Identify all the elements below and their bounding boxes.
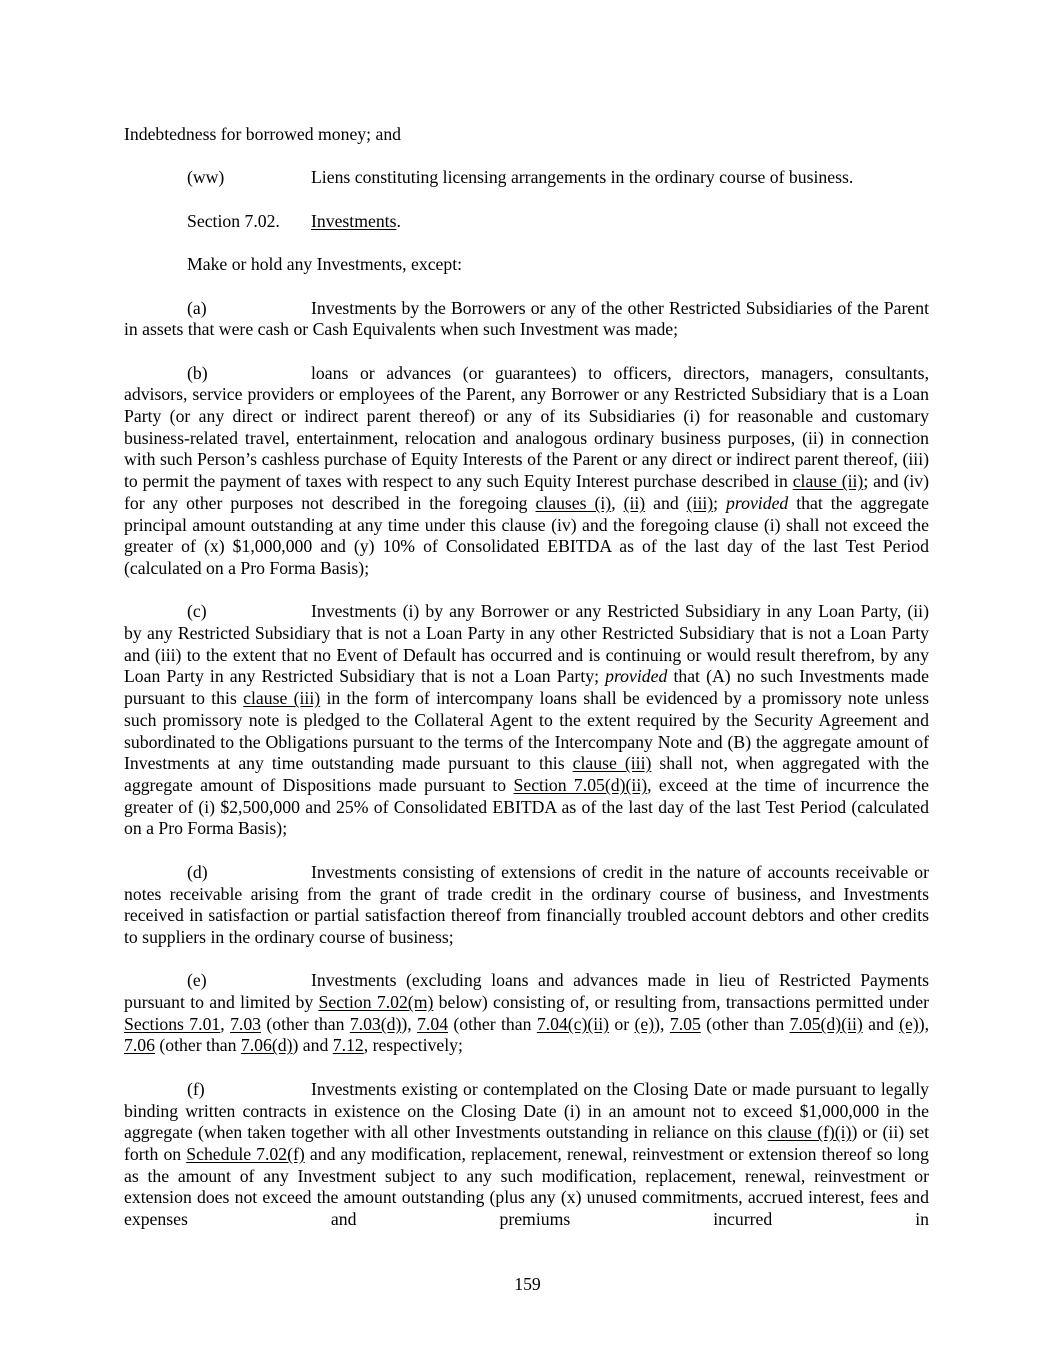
text-run: ; and (iv) for any other purposes not described in the foregoing — [124, 471, 929, 513]
text-run: Investments consisting of extensions of credit in the nature of accounts receivable or notes receivable arising from the grant of trade credit in the ordinary course of business, and Investments received in satisfaction or partial satisfaction thereof from financially troubled account debtors and other credits to suppliers in the ordinary course of business; — [124, 861, 929, 947]
cross-reference: 7.12 — [332, 1035, 364, 1056]
emphasis-text: provided — [726, 492, 789, 513]
cross-reference: 7.04 — [417, 1013, 449, 1034]
text-run: in the form of intercompany loans shall be evidenced by a promissory note unless such promissory note is pledged to the Collateral Agent to the extent required by the Security Agreement and subordinated to the Obligations pursuant to the terms of the Intercompany Note and (B) the aggregate amount of Investments at any time outstanding made pursuant to this — [124, 688, 929, 774]
paragraph-label: (f) — [187, 1078, 205, 1099]
text-run: (other than — [700, 1013, 790, 1034]
cross-reference: (e) — [899, 1013, 919, 1034]
paragraph-c — [124, 601, 929, 840]
cross-reference: 7.03 — [230, 1013, 262, 1034]
paragraph-e — [124, 970, 929, 1057]
paragraph-label: (c) — [187, 601, 207, 622]
paragraph-d — [124, 862, 929, 949]
text-run: Investments existing or contemplated on the Closing Date or made pursuant to legally binding written contracts in existence on the Closing Date (i) in an amount not to exceed $1,000,000 in the aggregate (when taken together with all other Investments outstanding in reliance on this — [124, 1078, 929, 1143]
section-heading-7-02 — [124, 211, 929, 233]
cross-reference: 7.06(d) — [240, 1035, 293, 1056]
cross-reference: 7.06 — [124, 1035, 155, 1056]
cross-reference: 7.04(c)(ii) — [536, 1013, 610, 1034]
cross-reference: clause (iii) — [243, 688, 321, 709]
cross-reference: 7.05 — [669, 1013, 701, 1034]
text-run: ), — [918, 1013, 930, 1034]
paragraph-b — [124, 363, 929, 580]
paragraph-ww — [124, 167, 929, 189]
cross-reference: 7.05(d)(ii) — [789, 1013, 863, 1034]
cross-reference: Section 7.05(d)(ii) — [513, 775, 648, 795]
text-run: and — [645, 492, 687, 513]
text-run: that the aggregate principal amount outstanding at any time under this clause (iv) and the foregoing clause (i) shall not exceed the greater of (x) $1,000,000 and (y) 10% of Consolidated EBITDA as of the last day of the last Test Period (calculated on a Pro Forma Basis); — [124, 492, 929, 578]
text-run: Investments (i) by any Borrower or any Restricted Subsidiary in any Loan Party, (ii) by any Restricted Subsidiary that is not a Loan Party in any other Restricted Subsidiary that is not a Loan Party and (iii) to the extent that no Event of Default has occurred and is continuing or would result therefrom, by any Loan Party in any Restricted Subsidiary that is not a Loan Party; — [124, 601, 929, 687]
text-run: , — [220, 1013, 231, 1034]
text-run: , — [611, 492, 624, 513]
paragraph-indebtedness-continuation — [124, 124, 929, 146]
paragraph-label: Section 7.02. — [187, 210, 280, 231]
cross-reference: Sections 7.01 — [124, 1013, 221, 1034]
text-run: ; — [713, 492, 727, 513]
cross-reference: Investments — [311, 210, 397, 231]
cross-reference: clause (iii) — [572, 753, 652, 774]
text-run: ) or (ii) set forth on — [124, 1122, 930, 1164]
cross-reference: clauses (i) — [535, 492, 612, 513]
cross-reference: (ii) — [623, 492, 646, 513]
paragraph-label: (a) — [187, 297, 207, 318]
cross-reference: (e) — [634, 1013, 655, 1034]
text-run: Indebtedness for borrowed money; and — [124, 124, 402, 144]
text-run: Investments by the Borrowers or any of the other Restricted Subsidiaries of the Parent in assets that were cash or Cash Equivalents when such Investment was made; — [124, 297, 929, 340]
text-run: (other than — [448, 1013, 537, 1034]
paragraph-lead-in — [124, 254, 929, 276]
text-run: that (A) no such Investments made pursuant to this — [124, 666, 929, 709]
text-run: and — [862, 1013, 900, 1034]
text-run: Make or hold any Investments, except: — [187, 254, 463, 275]
text-run: , exceed at the time of incurrence the greater of (i) $2,500,000 and 25% of Consolidated EBITDA as of the last day of the last Test Period (calculated on a Pro Forma Basis); — [124, 775, 929, 839]
text-run: loans or advances (or guarantees) to officers, directors, managers, consultants, advisors, service providers or employees of the Parent, any Borrower or any Restricted Subsidiary that is a Loan Party (or any direct or indirect parent thereof) or any of its Subsidiaries (i) for reasonable and customary business-related travel, entertainment, relocation and analogous ordinary business purposes, (ii) in connection with such Person’s cashless purchase of Equity Interests of the Parent or any direct or indirect parent thereof, (iii) to permit the payment of taxes with respect to any such Equity Interest purchase described in — [124, 362, 929, 492]
text-run: ) and — [292, 1035, 333, 1056]
text-run: . — [396, 210, 401, 231]
paragraph-label: (b) — [187, 362, 208, 383]
page-number: 159 — [514, 1274, 541, 1294]
paragraph-label: (ww) — [187, 167, 225, 188]
paragraph-a — [124, 298, 929, 341]
cross-reference: 7.03(d) — [349, 1013, 402, 1034]
paragraph-label: (d) — [187, 861, 208, 882]
document-body — [124, 124, 929, 1252]
cross-reference: Section 7.02(m) — [318, 992, 434, 1012]
text-run: or — [609, 1013, 635, 1034]
text-run: ), — [654, 1013, 670, 1034]
paragraph-f — [124, 1079, 929, 1231]
text-run: (other than — [261, 1013, 350, 1034]
paragraph-label: (e) — [187, 970, 207, 991]
text-run: shall not, when aggregated with the aggregate amount of Dispositions made pursuant to — [124, 753, 929, 795]
text-run: and any modification, replacement, renewal, reinvestment or extension thereof so long as the amount of any Investment subject to any such modification, replacement, renewal, reinvestment or extension does not exceed the amount outstanding (plus any (x) unused commitments, accrued interest, fees and expenses and premiums incurred in — [124, 1143, 929, 1230]
text-run: , respectively; — [363, 1035, 463, 1056]
text-run: below) consisting of, or resulting from, transactions permitted under — [433, 992, 929, 1012]
cross-reference: Schedule 7.02(f) — [186, 1143, 305, 1164]
emphasis-text: provided — [605, 666, 668, 687]
text-run: (other than — [154, 1035, 241, 1056]
text-run: Liens constituting licensing arrangements in the ordinary course of business. — [311, 167, 854, 188]
cross-reference: clause (ii) — [792, 471, 864, 492]
text-run: ), — [401, 1013, 418, 1034]
cross-reference: (iii) — [686, 492, 714, 513]
cross-reference: clause (f)(i) — [767, 1122, 852, 1143]
text-run: Investments (excluding loans and advances made in lieu of Restricted Payments pursuant to and limited by — [124, 970, 929, 1012]
